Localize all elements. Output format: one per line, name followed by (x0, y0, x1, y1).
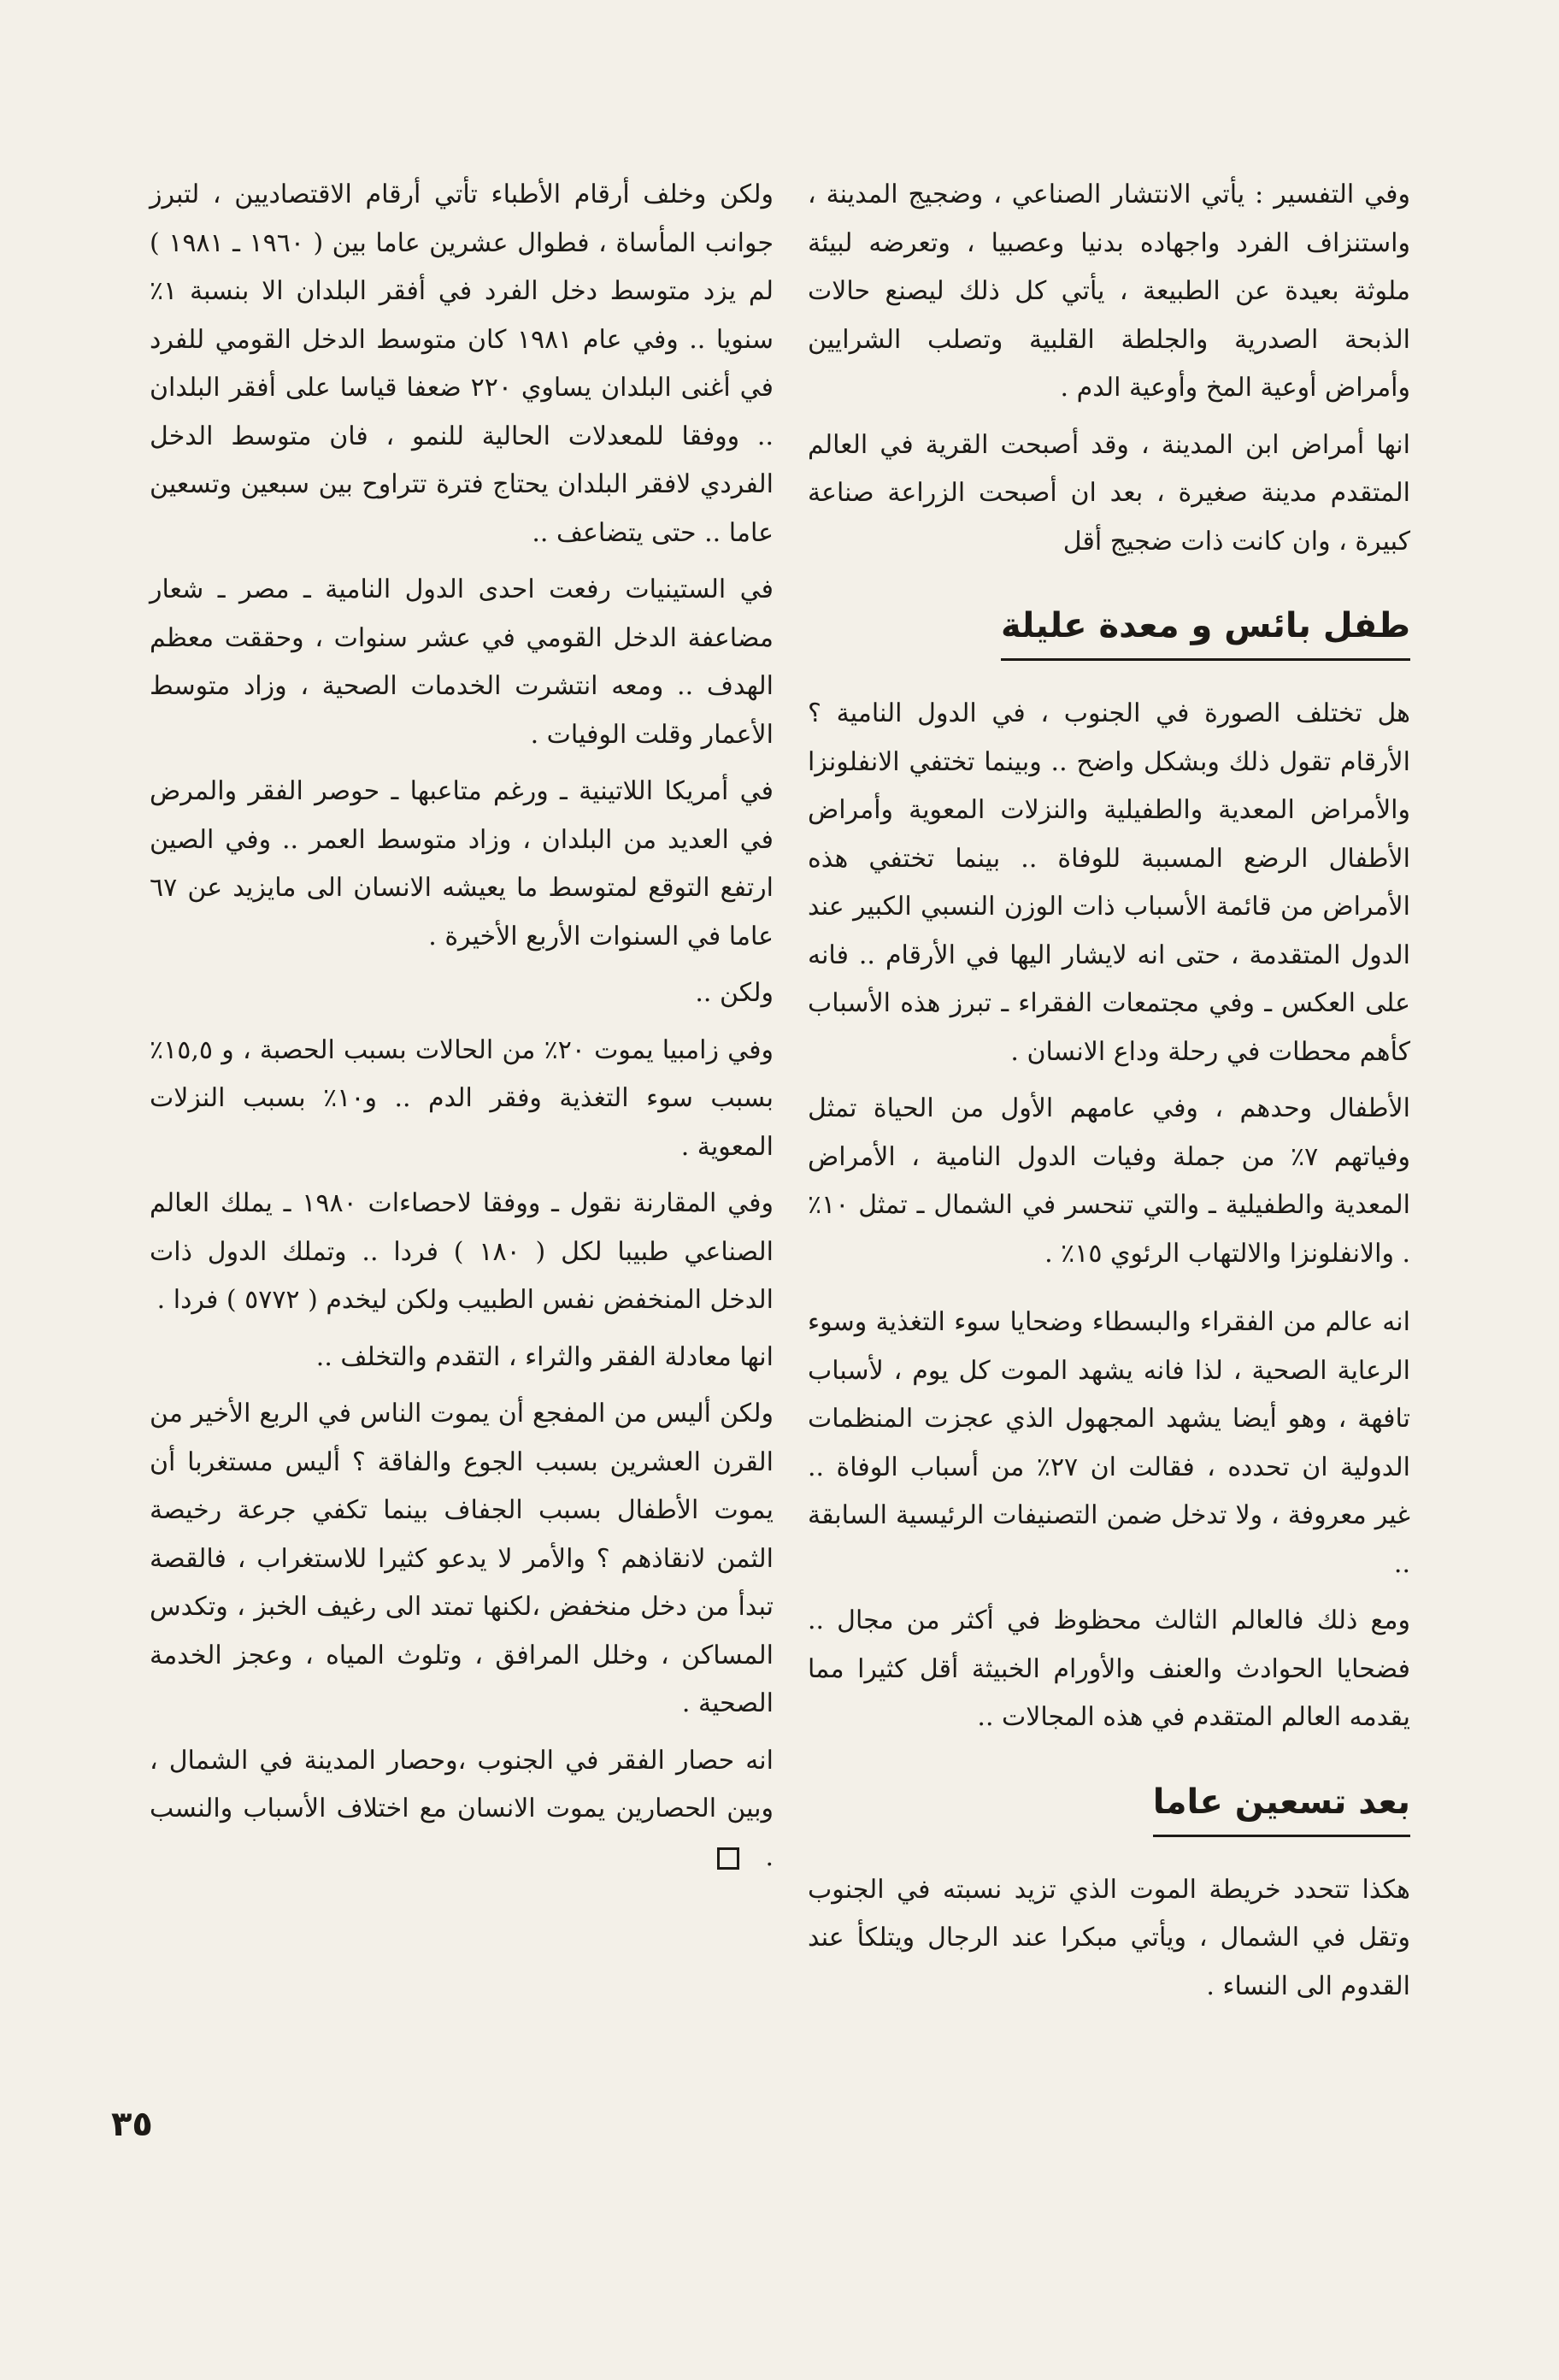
page-number: ٣٥ (111, 2105, 153, 2144)
paragraph: انه عالم من الفقراء والبسطاء وضحايا سوء التغذية وسوء الرعاية الصحية ، لذا فانه يشهد الموت كل يوم ، لأسباب تافهة ، وهو أيضا يشهد المجهول الذي عجزت المنظمات الدولية ان تحدده ، فقالت ان ٢٧٪ من أسباب الوفاة .. غير معروفة ، ولا تدخل ضمن التصنيفات الرئيسية السابقة .. (808, 1307, 1410, 1579)
left-column (150, 171, 774, 1890)
paragraph: وفي المقارنة نقول ـ ووفقا لاحصاءات ١٩٨٠ ـ يملك العالم الصناعي طبيبا لكل ( ١٨٠ ) فردا .. وتملك الدول ذات الدخل المنخفض نفس الطبيب ولكن ليخدم ( ٥٧٧٢ ) فردا . (150, 1188, 774, 1315)
paragraph: هل تختلف الصورة في الجنوب ، في الدول النامية ؟ الأرقام تقول ذلك وبشكل واضح .. وبينما تختفي الانفلونزا والأمراض المعدية والطفيلية والنزلات المعوية وأمراض الأطفال الرضع المسببة للوفاة .. بينما تختفي هذه الأمراض من قائمة الأسباب ذات الوزن النسبي الكبير عند الدول المتقدمة ، حتى انه لايشار اليها في الأرقام .. فانه على العكس ـ وفي مجتمعات الفقراء ـ تبرز هذه الأسباب كأهم محطات في رحلة وداع الانسان . (808, 698, 1410, 1067)
section-heading: بعد تسعين عاما (1153, 1775, 1410, 1837)
paragraph: انها معادلة الفقر والثراء ، التقدم والتخلف .. (315, 1341, 774, 1372)
right-column (808, 171, 1410, 2019)
paragraph: ولكن أليس من المفجع أن يموت الناس في الربع الأخير من القرن العشرين بسبب الجوع والفاقة ؟ أليس مستغربا أن يموت الأطفال بسبب الجفاف بينما تكفي جرعة رخيصة الثمن لانقاذهم ؟ والأمر لا يدعو كثيرا للاستغراب ، فالقصة تبدأ من دخل منخفض ،لكنها تمتد الى رغيف الخبز ، وتكدس المساكن ، وخلل المرافق ، وتلوث المياه ، وعجز الخدمة الصحية . (150, 1399, 774, 1718)
paragraph-text: انه حصار الفقر في الجنوب ،وحصار المدينة في الشمال ، وبين الحصارين يموت الانسان مع اختلاف الأسباب والنسب . (150, 1745, 774, 1872)
paragraph: في الستينيات رفعت احدى الدول النامية ـ مصر ـ شعار مضاعفة الدخل القومي في عشر سنوات ، وحققت معظم الهدف .. ومعه انتشرت الخدمات الصحية ، وزاد متوسط الأعمار وقلت الوفيات . (150, 574, 774, 750)
paragraph: هكذا تتحدد خريطة الموت الذي تزيد نسبته في الجنوب وتقل في الشمال ، ويأتي مبكرا عند الرجال ويتلكأ عند القدوم الى النساء . (808, 1874, 1410, 2001)
paragraph: ولكن وخلف أرقام الأطباء تأتي أرقام الاقتصاديين ، لتبرز جوانب المأساة ، فطوال عشرين عاما بين ( ١٩٦٠ ـ ١٩٨١ ) لم يزد متوسط دخل الفرد في أفقر البلدان الا بنسبة ١٪ سنويا .. وفي عام ١٩٨١ كان متوسط الدخل القومي للفرد في أغنى البلدان يساوي ٢٢٠ ضعفا قياسا على أفقر البلدان .. ووفقا للمعدلات الحالية للنمو ، فان متوسط الدخل الفردي لافقر البلدان يحتاج فترة تتراوح بين سبعين وتسعين عاما .. حتى يتضاعف .. (150, 180, 774, 548)
paragraph: في أمريكا اللاتينية ـ ورغم متاعبها ـ حوصر الفقر والمرض في العديد من البلدان ، وزاد متوسط العمر .. وفي الصين ارتفع التوقع لمتوسط ما يعيشه الانسان الى مايزيد عن ٦٧ عاما في السنوات الأربع الأخيرة . (150, 776, 774, 951)
end-of-article-icon (717, 1847, 739, 1870)
paragraph: ومع ذلك فالعالم الثالث محظوظ في أكثر من مجال .. فضحايا الحوادث والعنف والأورام الخبيثة أقل كثيرا مما يقدمه العالم المتقدم في هذه المجالات .. (808, 1605, 1410, 1732)
paragraph: الأطفال وحدهم ، وفي عامهم الأول من الحياة تمثل وفياتهم ٧٪ من جملة وفيات الدول النامية ، الأمراض المعدية والطفيلية ـ والتي تنحسر في الشمال ـ تمثل ١٠٪ . والانفلونزا والالتهاب الرئوي ١٥٪ . (808, 1093, 1410, 1269)
paragraph (150, 1737, 774, 1882)
paragraph: انها أمراض ابن المدينة ، وقد أصبحت القرية في العالم المتقدم مدينة صغيرة ، بعد ان أصبحت الزراعة صناعة كبيرة ، وان كانت ذات ضجيج أقل (808, 429, 1410, 557)
paragraph: وفي التفسير : يأتي الانتشار الصناعي ، وضجيج المدينة ، واستنزاف الفرد واجهاده بدنيا وعصبيا ، وتعرضه لبيئة ملوثة بعيدة عن الطبيعة ، يأتي كل ذلك ليصنع حالات الذبحة الصدرية والجلطة القلبية وتصلب الشرايين وأمراض أوعية المخ وأوعية الدم . (808, 180, 1410, 403)
section-heading: طفل بائس و معدة عليلة (1001, 598, 1410, 661)
paragraph: وفي زامبيا يموت ٢٠٪ من الحالات بسبب الحصبة ، و ١٥,٥٪ بسبب سوء التغذية وفقر الدم .. و١٠٪ بسبب النزلات المعوية . (150, 1034, 774, 1162)
paragraph: ولكن .. (695, 978, 774, 1008)
